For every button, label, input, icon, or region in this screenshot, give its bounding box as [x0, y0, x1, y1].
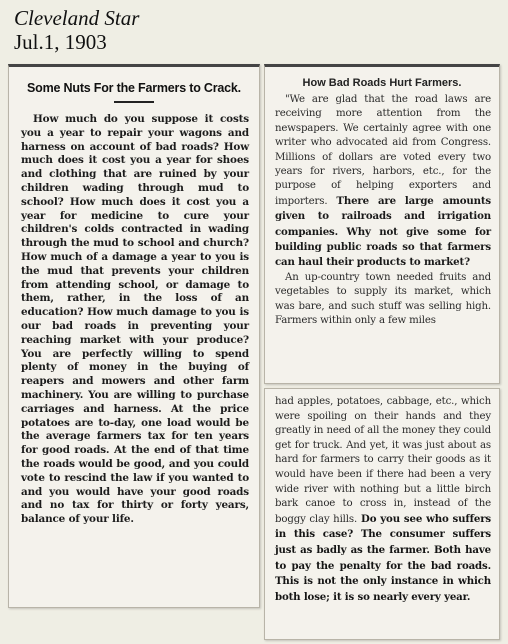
- right-article-continued-clipping: [264, 388, 500, 640]
- publication-name: Cleveland Star: [14, 6, 140, 30]
- left-article-clipping: [8, 64, 260, 608]
- left-article-headline: Some Nuts For the Farmers to Crack.: [27, 81, 241, 95]
- right-article-body: [275, 93, 491, 329]
- right-article-text: "We are glad that the road laws are receiving more attention from the newspapers. We certainly agree with one writer who advocated aid from Congress. Millions of dollars are voted every two years for rivers, harbors, etc., for the purpose of helping exporters and importers.: [275, 94, 491, 207]
- right-article-continued-body: [275, 395, 491, 605]
- right-article-paragraph-1: [275, 93, 491, 271]
- right-article-paragraph-2: An up-country town needed fruits and vegetables to supply its market, which was bare, and such stuff was selling high. Farmers within only a few miles: [275, 271, 491, 327]
- right-article-headline: How Bad Roads Hurt Farmers.: [302, 77, 462, 89]
- headline-rule: [114, 101, 154, 103]
- left-article-paragraph: How much do you suppose it costs you a year to repair your wagons and harness on account of bad roads? How much does it cost you a year for shoes and clothing that are ruined by your children wading through mud to school? How much does it cost you a year for medicine to cure your children's colds contracted in wading through the mud to school and church? How much of a damage a year to you is the mud that prevents your children from attending school, or damage to them, rather, in the loss of an education? How much damage to you is our bad roads in preventing your reaching market with your produce? You are perfectly willing to spend plenty of money in the buying of reapers and mowers and other farm machinery. You are willing to purchase carriages and harness. At the price potatoes are to-day, one load would be the average farmers tax for ten years for good roads. At the end of that time the roads would be good, and you could vote to rescind the law if you wanted to and you would have your good roads and no tax for thirty or forty years, balance of your life.: [21, 113, 249, 526]
- right-article-bold-text: There are large amounts given to railroads and irrigation companies. Why not give some for building public roads so that farmers can haul their products to market?: [275, 194, 491, 269]
- continued-text: had apples, potatoes, cabbage, etc., which were spoiling on their hands and they greatly in need of all the money they could get for truck. And yet, it was just about as hard for farmers to carry their goods as it would have been if there had been a very wide river with nothing but a little birch bark canoe to cross in, instead of the boggy clay hills.: [275, 396, 491, 525]
- left-article-body: [21, 113, 249, 527]
- caption: [14, 6, 139, 54]
- right-article-clipping: [264, 64, 500, 384]
- publication-date: Jul.1, 1903: [14, 30, 107, 54]
- continued-bold-text: Do you see who suffers in this case? The consumer suffers just as badly as the farmer. Both have to pay the penalty for the bad roads. This is not the only instance in which both lose; it is so nearly every year.: [275, 512, 491, 603]
